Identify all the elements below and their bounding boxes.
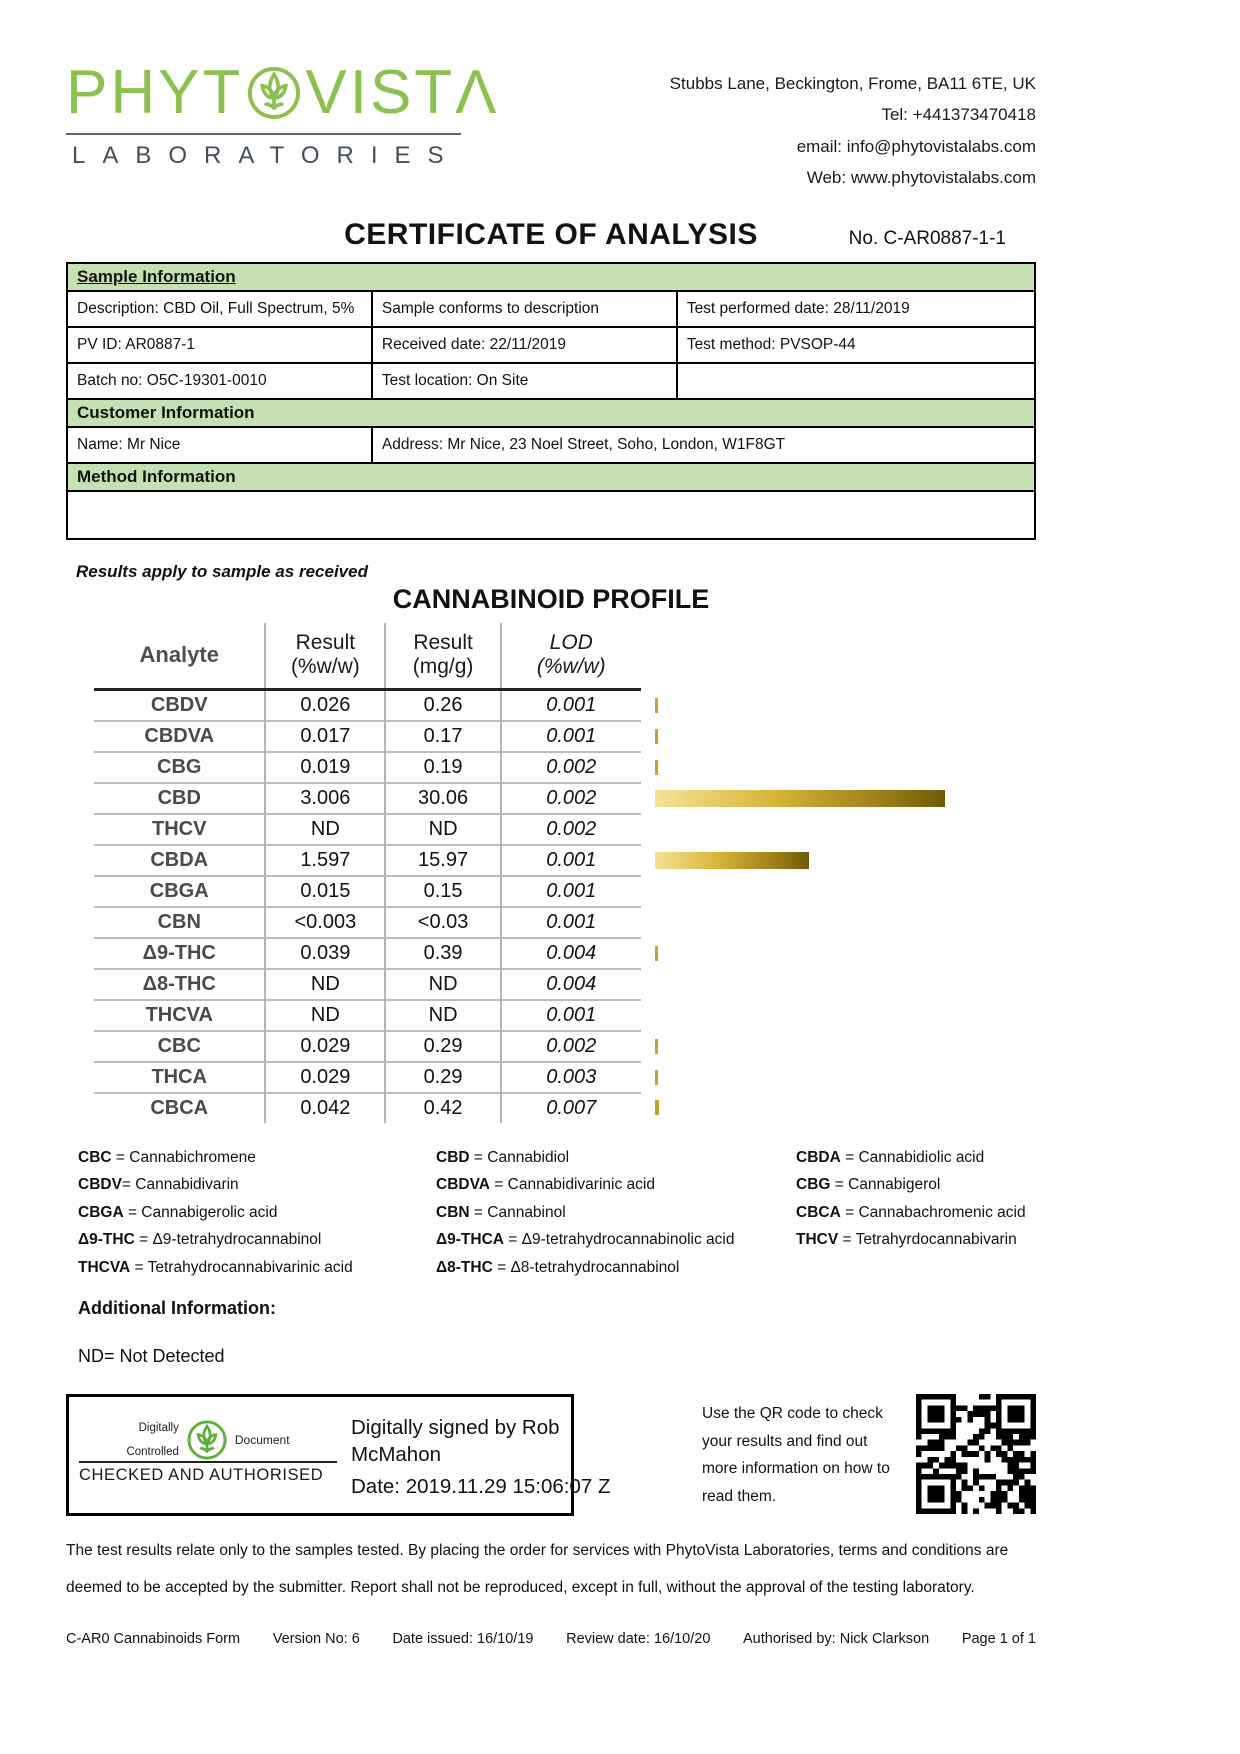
bar-cell: [641, 689, 1036, 721]
analyte-name-cell: THCA: [94, 1062, 265, 1093]
analyte-name-cell: CBG: [94, 752, 265, 783]
lab-address: Stubbs Lane, Beckington, Frome, BA11 6TE, UK: [669, 74, 1036, 93]
lod-cell: 0.003: [501, 1062, 641, 1093]
footer-version: Version No: 6: [272, 1630, 360, 1647]
bar-cell: [641, 845, 1036, 876]
result-pct-cell: 0.019: [265, 752, 385, 783]
analyte-row: [94, 907, 1036, 938]
lod-cell: 0.004: [501, 969, 641, 1000]
legend-column-3: [796, 1149, 1036, 1287]
batch-no-cell: Batch no: O5C-19301-0010: [67, 363, 372, 399]
result-bar: [655, 760, 659, 775]
legend-full-name: = Δ9-tetrahydrocannabinol: [134, 1231, 322, 1249]
legend-entry: [436, 1176, 796, 1194]
bar-cell: [641, 721, 1036, 752]
checked-authorised-caption: CHECKED AND AUTHORISED: [79, 1461, 337, 1485]
cannabinoid-table-body: [94, 689, 1036, 1123]
result-mgg-cell: 15.97: [385, 845, 501, 876]
legend-entry: [796, 1204, 1036, 1222]
page-footer: [66, 1631, 1036, 1647]
result-mgg-cell: 0.26: [385, 689, 501, 721]
test-location-cell: Test location: On Site: [372, 363, 677, 399]
analyte-row: [94, 783, 1036, 814]
legend-abbreviation: CBN: [436, 1203, 470, 1221]
analyte-name-cell: THCVA: [94, 1000, 265, 1031]
result-mgg-cell: 0.39: [385, 938, 501, 969]
analyte-row: [94, 876, 1036, 907]
result-bar: [655, 698, 659, 713]
result-pct-cell: 0.039: [265, 938, 385, 969]
page-header: [66, 58, 1036, 194]
empty-cell: [677, 363, 1035, 399]
lod-column-header: LOD (%w/w): [501, 623, 641, 690]
table-row: [67, 427, 1035, 463]
result-mgg-cell: ND: [385, 1000, 501, 1031]
result-mgg-cell: 0.29: [385, 1031, 501, 1062]
qr-instruction-text: Use the QR code to check your results and find out more information on how to read them.: [702, 1405, 890, 1505]
analyte-row: [94, 1000, 1036, 1031]
analyte-name-cell: CBC: [94, 1031, 265, 1062]
result-bar: [655, 729, 659, 744]
legend-full-name: = Tetrahydrocannabivarinic acid: [130, 1258, 353, 1276]
result-bar: [655, 1100, 659, 1115]
result-pct-cell: ND: [265, 969, 385, 1000]
legend-abbreviation: CBD: [436, 1148, 470, 1166]
customer-information-title: Customer Information: [77, 402, 255, 422]
pv-id-cell: PV ID: AR0887-1: [67, 327, 372, 363]
sample-information-title: Sample Information: [77, 266, 236, 286]
legend-full-name: = Cannabigerol: [830, 1176, 941, 1194]
analyte-row: [94, 1031, 1036, 1062]
legend-entry: [796, 1176, 1036, 1194]
result-mgg-cell: ND: [385, 814, 501, 845]
lod-cell: 0.002: [501, 783, 641, 814]
legend-column-2: [436, 1149, 796, 1287]
result-bar: [655, 946, 659, 961]
table-row: [67, 291, 1035, 327]
bar-cell: [641, 1031, 1036, 1062]
analyte-column-header: Analyte: [94, 623, 265, 690]
signed-by-text: Digitally signed by Rob McMahon: [351, 1416, 560, 1466]
qr-code: [916, 1394, 1036, 1514]
certificate-title: CERTIFICATE OF ANALYSIS: [344, 217, 758, 251]
stamp-word-document: Document: [234, 1433, 290, 1448]
result-pct-cell: <0.003: [265, 907, 385, 938]
footer-page-number: Page 1 of 1: [961, 1630, 1036, 1647]
stamp-header: [79, 1419, 337, 1461]
lod-cell: 0.001: [501, 907, 641, 938]
test-method-cell: Test method: PVSOP-44: [677, 327, 1035, 363]
table-row: [67, 327, 1035, 363]
logo-text-right: VIST: [305, 58, 456, 127]
analyte-name-cell: CBDV: [150, 693, 208, 716]
legend-abbreviation: Δ8-THC: [436, 1258, 493, 1276]
analyte-row: [94, 814, 1036, 845]
result-pct-cell: 3.006: [265, 783, 385, 814]
legend-full-name: = Cannabichromene: [111, 1148, 256, 1166]
result-mgg-cell: 0.17: [385, 721, 501, 752]
lod-cell: 0.007: [501, 1093, 641, 1123]
method-empty-cell: [67, 491, 1035, 539]
analyte-name-cell: CBD: [94, 783, 265, 814]
legend-abbreviation: Δ9-THCA: [436, 1231, 504, 1249]
legend-entry: [436, 1204, 796, 1222]
lab-website: Web: www.phytovistalabs.com: [806, 168, 1036, 188]
lod-cell: 0.001: [501, 1000, 641, 1031]
customer-address-cell: Address: Mr Nice, 23 Noel Street, Soho, London, W1F8GT: [372, 427, 1035, 463]
footer-form-name: C-AR0 Cannabinoids Form: [66, 1630, 241, 1647]
result-mgg-cell: 0.15: [385, 876, 501, 907]
stamp-words: [126, 1422, 178, 1458]
profile-header-row: [94, 623, 1036, 690]
legend-abbreviation: THCV: [796, 1231, 839, 1249]
bar-cell: [641, 938, 1036, 969]
legend-abbreviation: CBC: [78, 1148, 112, 1166]
result-mgg-cell: 0.42: [385, 1093, 501, 1123]
lab-telephone: Tel: +441373470418: [881, 105, 1036, 125]
table-row: [67, 491, 1035, 539]
analyte-name-cell: CBCA: [94, 1093, 265, 1123]
analyte-name-cell: CBDA: [94, 845, 265, 876]
sample-conforms-cell: Sample conforms to description: [372, 291, 677, 327]
legend-entry: [436, 1231, 796, 1249]
analyte-row: [94, 721, 1036, 752]
leaf-logo-icon: [246, 65, 302, 121]
certificate-number: No. C-AR0887-1-1: [848, 227, 1006, 249]
lod-cell: 0.004: [501, 938, 641, 969]
result-mgg-cell: 0.29: [385, 1062, 501, 1093]
legend-full-name: = Tetrahyrdocannabivarin: [838, 1231, 1017, 1249]
table-row: [67, 363, 1035, 399]
abbreviation-legend: [66, 1149, 1036, 1287]
lab-contact-block: [670, 62, 1036, 194]
legend-full-name: = Δ8-tetrahydrocannabinol: [492, 1258, 680, 1276]
legend-full-name: = Cannabigerolic acid: [123, 1203, 278, 1221]
legend-abbreviation: CBCA: [796, 1203, 841, 1221]
result-pct-cell: ND: [265, 814, 385, 845]
test-performed-date-cell: Test performed date: 28/11/2019: [677, 291, 1035, 327]
result-pct-cell: 0.029: [265, 1062, 385, 1093]
bar-cell: [641, 876, 1036, 907]
lod-cell: 0.002: [501, 814, 641, 845]
result-bar: [655, 1039, 659, 1054]
additional-information: [66, 1298, 1036, 1367]
result-mgg-cell: 30.06: [385, 783, 501, 814]
result-pct-cell: 0.017: [265, 721, 385, 752]
legend-entry: [78, 1259, 436, 1277]
result-mgg-column-header: Result (mg/g): [385, 623, 501, 690]
bar-cell: [641, 1062, 1036, 1093]
result-pct-cell: 0.015: [265, 876, 385, 907]
analyte-row: [94, 689, 1036, 721]
bar-cell: [641, 1000, 1036, 1031]
lod-cell: 0.002: [501, 1031, 641, 1062]
footer-authorised-by: Authorised by: Nick Clarkson: [743, 1630, 930, 1647]
method-information-title: Method Information: [77, 466, 236, 486]
lod-cell: 0.001: [501, 876, 641, 907]
analyte-name-cell: Δ8-THC: [94, 969, 265, 1000]
legend-entry: [796, 1149, 1036, 1167]
bar-column-header: [641, 623, 1036, 690]
stamp-leaf-icon: [186, 1419, 228, 1461]
legend-entry: [78, 1176, 436, 1194]
title-row: [66, 218, 1036, 252]
result-pct-cell: 0.029: [265, 1031, 385, 1062]
logo-text-lambda: Λ: [455, 58, 500, 127]
lab-email: email: info@phytovistalabs.com: [796, 136, 1036, 156]
legend-entry: [436, 1259, 796, 1277]
legend-entry: [796, 1231, 1036, 1249]
stamp-word-digitally: Digitally: [138, 1422, 179, 1435]
result-mgg-cell: 0.19: [385, 752, 501, 783]
digital-signature-text: [351, 1409, 610, 1505]
result-bar: [655, 852, 809, 869]
analyte-row: [94, 1093, 1036, 1123]
signature-row: [66, 1394, 1036, 1516]
bar-cell: [641, 969, 1036, 1000]
lod-cell: 0.001: [501, 845, 641, 876]
analyte-name-cell: CBN: [94, 907, 265, 938]
lod-cell: 0.001: [501, 689, 641, 721]
legend-full-name: = Δ9-tetrahydrocannabinolic acid: [503, 1231, 735, 1249]
result-pct-cell: 0.042: [265, 1093, 385, 1123]
result-pct-cell: 0.026: [265, 689, 385, 721]
results-note: Results apply to sample as received: [76, 561, 368, 581]
result-mgg-cell: ND: [385, 969, 501, 1000]
section-header-row: [67, 399, 1035, 427]
legend-column-1: [78, 1149, 436, 1287]
bar-cell: [641, 752, 1036, 783]
nd-note: ND= Not Detected: [78, 1346, 225, 1367]
legend-abbreviation: CBGA: [78, 1203, 124, 1221]
controlled-document-stamp: [79, 1409, 337, 1505]
legend-full-name: = Cannabidiolic acid: [840, 1148, 985, 1166]
legend-full-name: = Cannabachromenic acid: [840, 1203, 1026, 1221]
legend-full-name: = Cannabinol: [469, 1203, 566, 1221]
legend-full-name: = Cannabidivarinic acid: [489, 1176, 655, 1194]
bar-cell: [641, 1093, 1036, 1123]
analyte-row: [94, 752, 1036, 783]
result-pct-cell: 1.597: [265, 845, 385, 876]
additional-information-title: Additional Information:: [78, 1298, 276, 1319]
disclaimer-text: The test results relate only to the samples tested. By placing the order for services with PhytoVista Laboratories, terms and conditions are deemed to be accepted by the submitter. Report shall not be reproduced, except in full, without the approval of the testing laboratory.: [66, 1542, 1009, 1597]
legend-full-name: = Cannabidivarin: [121, 1176, 239, 1194]
legend-abbreviation: CBDVA: [436, 1176, 490, 1194]
analyte-name-cell: CBGA: [94, 876, 265, 907]
legend-entry: [78, 1204, 436, 1222]
analyte-name-cell: CBDVA: [94, 721, 265, 752]
footer-date-issued: Date issued: 16/10/19: [392, 1630, 534, 1647]
result-pct-cell: ND: [265, 1000, 385, 1031]
analyte-row: [94, 845, 1036, 876]
customer-name-cell: Name: Mr Nice: [67, 427, 372, 463]
result-bar: [655, 1070, 659, 1085]
legend-abbreviation: Δ9-THC: [78, 1231, 135, 1249]
sample-description-cell: Description: CBD Oil, Full Spectrum, 5%: [67, 291, 372, 327]
legend-abbreviation: CBDA: [796, 1148, 841, 1166]
legend-abbreviation: THCVA: [78, 1258, 131, 1276]
section-header-row: [67, 463, 1035, 491]
logo-text-left: PHYT: [66, 58, 244, 127]
signature-box: [66, 1394, 611, 1516]
stamp-word-controlled: Controlled: [126, 1446, 179, 1459]
information-table: [66, 262, 1036, 540]
bar-cell: [641, 907, 1036, 938]
result-pct-column-header: Result (%w/w): [265, 623, 385, 690]
footer-review-date: Review date: 16/10/20: [566, 1630, 711, 1647]
result-bar: [655, 790, 945, 807]
cannabinoid-profile-title: CANNABINOID PROFILE: [392, 583, 710, 614]
result-mgg-cell: <0.03: [385, 907, 501, 938]
received-date-cell: Received date: 22/11/2019: [372, 327, 677, 363]
legend-entry: [436, 1149, 796, 1167]
signed-date-text: Date: 2019.11.29 15:06:07 Z: [351, 1474, 611, 1498]
logo-wordmark: [66, 58, 500, 127]
legend-entry: [78, 1231, 436, 1249]
phytovista-logo: [66, 58, 500, 170]
lod-cell: 0.002: [501, 752, 641, 783]
legend-full-name: = Cannabidiol: [469, 1148, 570, 1166]
analyte-name-cell: Δ9-THC: [94, 938, 265, 969]
bar-cell: [641, 783, 1036, 814]
analyte-row: [94, 1062, 1036, 1093]
cannabinoid-profile-table: [94, 623, 1036, 1123]
analyte-row: [94, 938, 1036, 969]
lod-cell: 0.001: [501, 721, 641, 752]
legend-entry: [78, 1149, 436, 1167]
legend-abbreviation: CBG: [796, 1176, 831, 1194]
section-header-row: [67, 263, 1035, 291]
logo-subtitle: LABORATORIES: [66, 133, 461, 170]
analyte-row: [94, 969, 1036, 1000]
legend-abbreviation: CBDV: [78, 1176, 122, 1194]
analyte-name-cell: THCV: [94, 814, 265, 845]
bar-cell: [641, 814, 1036, 845]
